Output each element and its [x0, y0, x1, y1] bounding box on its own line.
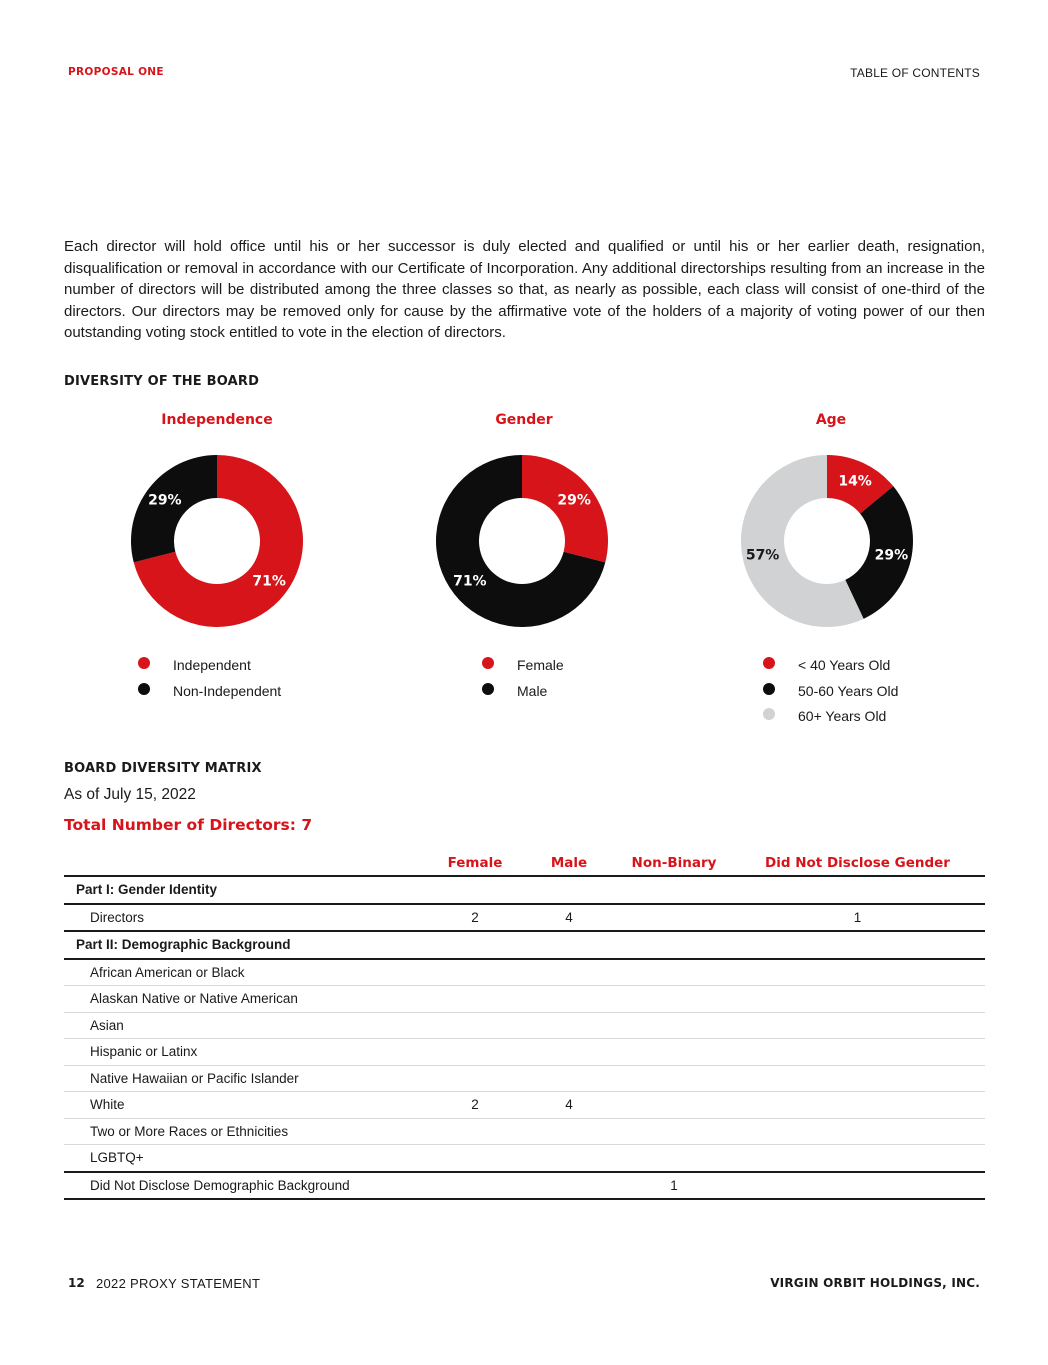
cell-female: [430, 1065, 520, 1092]
slice-label-independent: 71%: [252, 573, 286, 590]
cell-male: [520, 1145, 618, 1172]
legend-swatch-icon: [763, 708, 775, 720]
age-donut-chart: [741, 455, 913, 627]
legend-label: Male: [517, 682, 548, 699]
gender-donut-chart: [436, 455, 608, 627]
legend-swatch-icon: [138, 683, 150, 695]
legend-label: 60+ Years Old: [798, 708, 887, 724]
document-title: 2022 PROXY STATEMENT: [96, 1276, 261, 1291]
cell-male: 4: [520, 1092, 618, 1119]
donut-slice-female: [522, 455, 608, 562]
row-label: African American or Black: [64, 959, 430, 986]
cell-female: [430, 1039, 520, 1066]
cell-non-binary: [618, 1012, 730, 1039]
cell-male: [520, 1065, 618, 1092]
cell-non-binary: [618, 904, 730, 932]
legend-label: Non-Independent: [173, 682, 282, 699]
part-two-header-row: [64, 931, 985, 959]
cell-female: 2: [430, 904, 520, 932]
row-label: White: [64, 1092, 430, 1119]
age-chart-title: Age: [815, 412, 847, 428]
slice-label-60-years-old: 57%: [745, 547, 780, 564]
matrix-section-title: BOARD DIVERSITY MATRIX: [64, 761, 262, 776]
column-header-male: Male: [520, 850, 618, 876]
row-label: Directors: [64, 904, 430, 932]
legend-swatch-icon: [482, 683, 494, 695]
row-label: Did Not Disclose Demographic Background: [64, 1172, 430, 1200]
cell-non-binary: [618, 986, 730, 1013]
column-header-did-not-disclose: Did Not Disclose Gender: [730, 850, 985, 876]
cell-did-not-disclose: [730, 986, 985, 1013]
gender-chart-title: Gender: [495, 412, 553, 428]
slice-label-male: 71%: [453, 573, 487, 590]
cell-male: [520, 959, 618, 986]
cell-did-not-disclose: [730, 1039, 985, 1066]
intro-paragraph: Each director will hold office until his or her successor is duly elected and qualified or until his or her earlier death, resignation, disqualification or removal in accordance with our Certificate of Incorporation. Any additional directorships resulting from an increase in the number of directors will be distributed among the three classes so that, as nearly as possible, each class will consist of one-third of the directors. Our directors may be removed only for cause by the affirmative vote of the holders of a majority of voting power of our then outstanding voting stock entitled to vote in the election of directors.: [64, 238, 985, 341]
table-row: [64, 986, 985, 1013]
cell-did-not-disclose: [730, 1065, 985, 1092]
matrix-as-of-date: As of July 15, 2022: [64, 786, 196, 803]
legend-swatch-icon: [138, 657, 150, 669]
page-number: 12: [68, 1276, 85, 1290]
table-row: [64, 1118, 985, 1145]
legend-label: 50-60 Years Old: [798, 682, 899, 699]
table-header-row: [64, 850, 985, 876]
table-row: [64, 959, 985, 986]
cell-non-binary: [618, 959, 730, 986]
row-label: LGBTQ+: [64, 1145, 430, 1172]
cell-male: [520, 1118, 618, 1145]
part-one-header-row: [64, 876, 985, 904]
cell-male: 4: [520, 904, 618, 932]
cell-female: [430, 1012, 520, 1039]
legend-label: < 40 Years Old: [798, 657, 891, 673]
slice-label-50-60-years-old: 29%: [874, 547, 909, 564]
cell-did-not-disclose: 1: [730, 904, 985, 932]
table-row: [64, 1012, 985, 1039]
row-label: Asian: [64, 1012, 430, 1039]
cell-non-binary: 1: [618, 1172, 730, 1200]
cell-male: [520, 1039, 618, 1066]
table-row: [64, 1065, 985, 1092]
cell-female: [430, 1172, 520, 1200]
section-label: PROPOSAL ONE: [68, 66, 164, 78]
diversity-section-title: DIVERSITY OF THE BOARD: [64, 374, 260, 389]
cell-did-not-disclose: [730, 1145, 985, 1172]
legend-label: Independent: [173, 657, 251, 673]
cell-male: [520, 1012, 618, 1039]
board-diversity-matrix-table: [64, 850, 985, 1200]
legend-swatch-icon: [482, 657, 494, 669]
table-of-contents-link[interactable]: TABLE OF CONTENTS: [850, 66, 980, 80]
cell-female: [430, 1118, 520, 1145]
legend-swatch-icon: [763, 683, 775, 695]
cell-female: [430, 959, 520, 986]
cell-female: [430, 986, 520, 1013]
part-one-label: Part I: Gender Identity: [64, 876, 985, 904]
row-label: Hispanic or Latinx: [64, 1039, 430, 1066]
cell-did-not-disclose: [730, 1118, 985, 1145]
legend-label: Female: [517, 657, 564, 673]
part-two-label: Part II: Demographic Background: [64, 931, 985, 959]
legend-swatch-icon: [763, 657, 775, 669]
cell-non-binary: [618, 1145, 730, 1172]
total-directors: Total Number of Directors: 7: [64, 816, 313, 834]
donut-slice-non-independent: [131, 455, 217, 562]
table-row: [64, 1172, 985, 1200]
column-header-blank: [64, 850, 430, 876]
cell-female: [430, 1145, 520, 1172]
cell-non-binary: [618, 1065, 730, 1092]
column-header-non-binary: Non-Binary: [618, 850, 730, 876]
cell-did-not-disclose: [730, 1012, 985, 1039]
company-name: VIRGIN ORBIT HOLDINGS, INC.: [770, 1276, 980, 1290]
row-label: Alaskan Native or Native American: [64, 986, 430, 1013]
slice-label-female: 29%: [557, 492, 591, 509]
cell-did-not-disclose: [730, 1172, 985, 1200]
independence-donut-chart: [131, 455, 303, 627]
cell-female: 2: [430, 1092, 520, 1119]
cell-non-binary: [618, 1039, 730, 1066]
column-header-female: Female: [430, 850, 520, 876]
table-row: [64, 1145, 985, 1172]
cell-male: [520, 986, 618, 1013]
table-row: [64, 904, 985, 932]
cell-male: [520, 1172, 618, 1200]
row-label: Native Hawaiian or Pacific Islander: [64, 1065, 430, 1092]
cell-did-not-disclose: [730, 959, 985, 986]
slice-label-40-years-old: 14%: [838, 473, 872, 490]
table-row: [64, 1039, 985, 1066]
cell-non-binary: [618, 1118, 730, 1145]
slice-label-non-independent: 29%: [148, 492, 182, 509]
table-row: [64, 1092, 985, 1119]
cell-non-binary: [618, 1092, 730, 1119]
independence-chart-title: Independence: [161, 412, 273, 428]
row-label: Two or More Races or Ethnicities: [64, 1118, 430, 1145]
cell-did-not-disclose: [730, 1092, 985, 1119]
